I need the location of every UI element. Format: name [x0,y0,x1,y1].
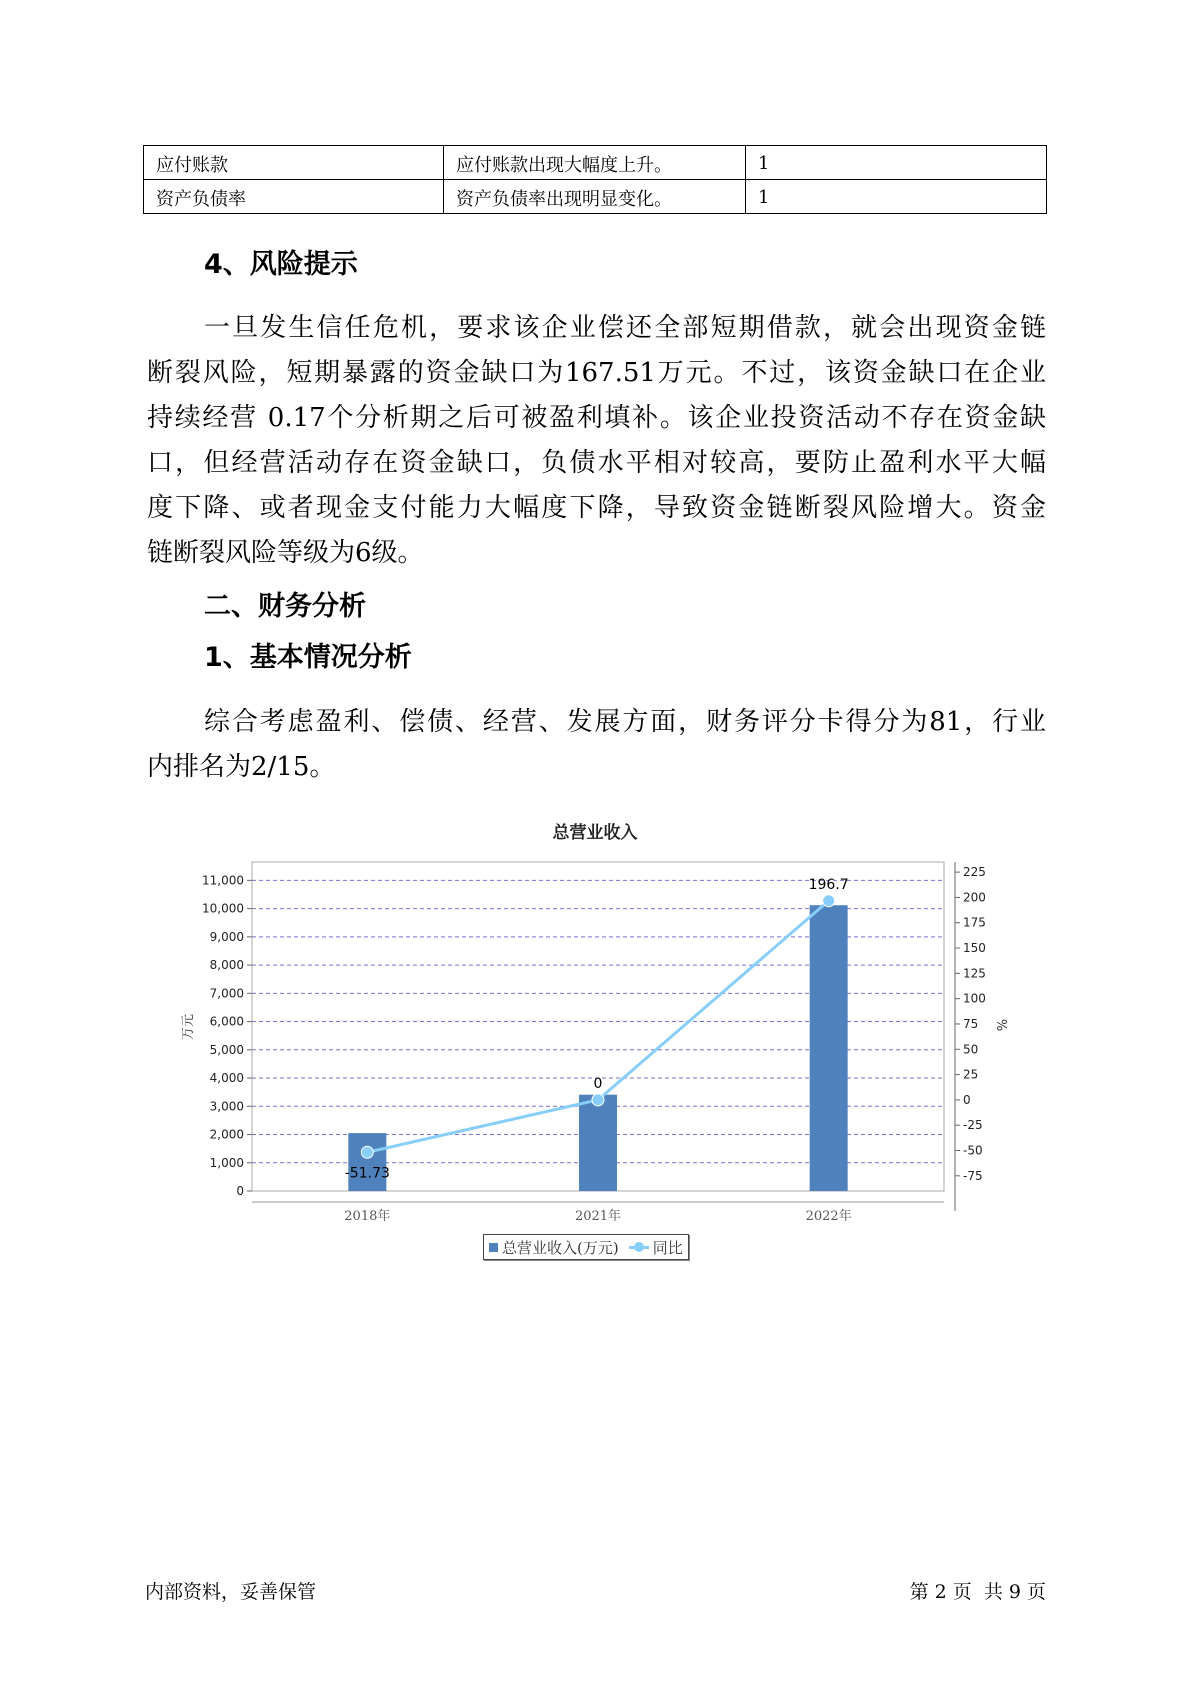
paragraph-line: 度下降、或者现金支付能力大幅度下降，导致资金链断裂风险增大。资金 [147,493,1046,523]
table-cell-value: 1 [746,146,1047,180]
y2-axis-tick-label: -75 [963,1168,983,1183]
section-heading-basic: 1、基本情况分析 [204,642,412,673]
table-row [144,180,1047,214]
y-axis-title: 万元 [181,1013,196,1041]
paragraph-line: 口，但经营活动存在资金缺口，负债水平相对较高，要防止盈利水平大幅 [147,448,1046,478]
paragraph-line: 一旦发生信任危机，要求该企业偿还全部短期借款，就会出现资金链 [204,313,1046,343]
y2-axis-tick-label: 75 [963,1016,979,1031]
yoy-point [592,1094,604,1106]
paragraph-line: 综合考虑盈利、偿债、经营、发展方面，财务评分卡得分为81，行业 [204,707,1046,737]
revenue-chart [0,800,1191,1270]
section-heading-risk: 4、风险提示 [204,249,358,280]
paragraph-line: 内排名为2/15。 [147,752,336,782]
y2-axis-tick-label: 125 [963,966,986,981]
y-axis-tick-label: 3,000 [209,1099,244,1114]
y-axis-tick-label: 7,000 [209,986,244,1001]
legend-label-revenue: 总营业收入(万元) [502,1238,619,1257]
legend-label-yoy: 同比 [652,1238,683,1257]
y2-axis-tick-label: -50 [963,1143,983,1158]
y2-axis-tick-label: 50 [963,1042,979,1057]
table-cell-indicator: 应付账款 [144,146,444,180]
yoy-data-label: 0 [593,1075,603,1092]
y-axis-tick-label: 0 [236,1184,244,1198]
y2-axis-tick-label: 25 [963,1067,979,1082]
revenue-bar [348,1133,386,1191]
y2-axis-tick-label: 100 [963,991,986,1006]
y-axis-tick-label: 4,000 [209,1071,244,1086]
x-axis-category-label: 2018年 [344,1209,391,1224]
y2-axis-tick-label: 225 [963,865,986,880]
revenue-bar [810,905,848,1191]
x-axis-category-label: 2021年 [574,1209,622,1224]
y-axis-tick-label: 8,000 [209,958,244,973]
yoy-data-label: -51.73 [344,1165,390,1182]
risk-paragraph [147,306,1046,576]
footer-confidential-note: 内部资料，妥善保管 [145,1581,317,1603]
indicator-table [143,145,1047,214]
x-axis-category-label: 2022年 [805,1209,852,1224]
section-heading-finance: 二、财务分析 [204,591,366,622]
yoy-data-label: 196.7 [808,876,849,893]
y-axis-tick-label: 1,000 [209,1155,244,1170]
y-axis-tick-label: 11,000 [202,873,244,888]
y2-axis-tick-label: 200 [963,890,986,905]
basic-paragraph [147,700,1046,790]
y2-axis-tick-label: 0 [963,1092,971,1107]
y-axis-tick-label: 2,000 [209,1127,244,1142]
paragraph-line: 持续经营 0.17个分析期之后可被盈利填补。该企业投资活动不存在资金缺 [147,403,1046,433]
table-cell-indicator: 资产负债率 [144,180,444,214]
footer-page-number: 第 2 页 共 9 页 [909,1581,1046,1603]
legend-line-swatch [629,1246,649,1249]
legend-dot-icon [634,1242,644,1252]
y-axis-tick-label: 5,000 [209,1042,244,1057]
chart-title: 总营业收入 [552,823,638,843]
table-cell-description: 资产负债率出现明显变化。 [444,180,746,214]
y2-axis-tick-label: 175 [963,915,986,930]
y-axis-tick-label: 10,000 [202,901,244,916]
paragraph-line: 链断裂风险等级为6级。 [147,538,424,568]
table-cell-value: 1 [746,180,1047,214]
legend-bar-swatch [489,1243,498,1252]
yoy-point [823,895,835,907]
y2-axis-tick-label: -25 [963,1118,983,1133]
y-axis-tick-label: 9,000 [209,929,244,944]
revenue-bar [579,1095,617,1191]
table-cell-description: 应付账款出现大幅度上升。 [444,146,746,180]
y-axis-tick-label: 6,000 [209,1014,244,1029]
y2-axis-title: % [993,1018,1008,1032]
yoy-point [361,1146,373,1158]
y2-axis-tick-label: 150 [963,941,986,956]
chart-legend [483,1234,689,1260]
table-row [144,146,1047,180]
paragraph-line: 断裂风险，短期暴露的资金缺口为167.51万元。不过，该资金缺口在企业 [147,358,1046,388]
